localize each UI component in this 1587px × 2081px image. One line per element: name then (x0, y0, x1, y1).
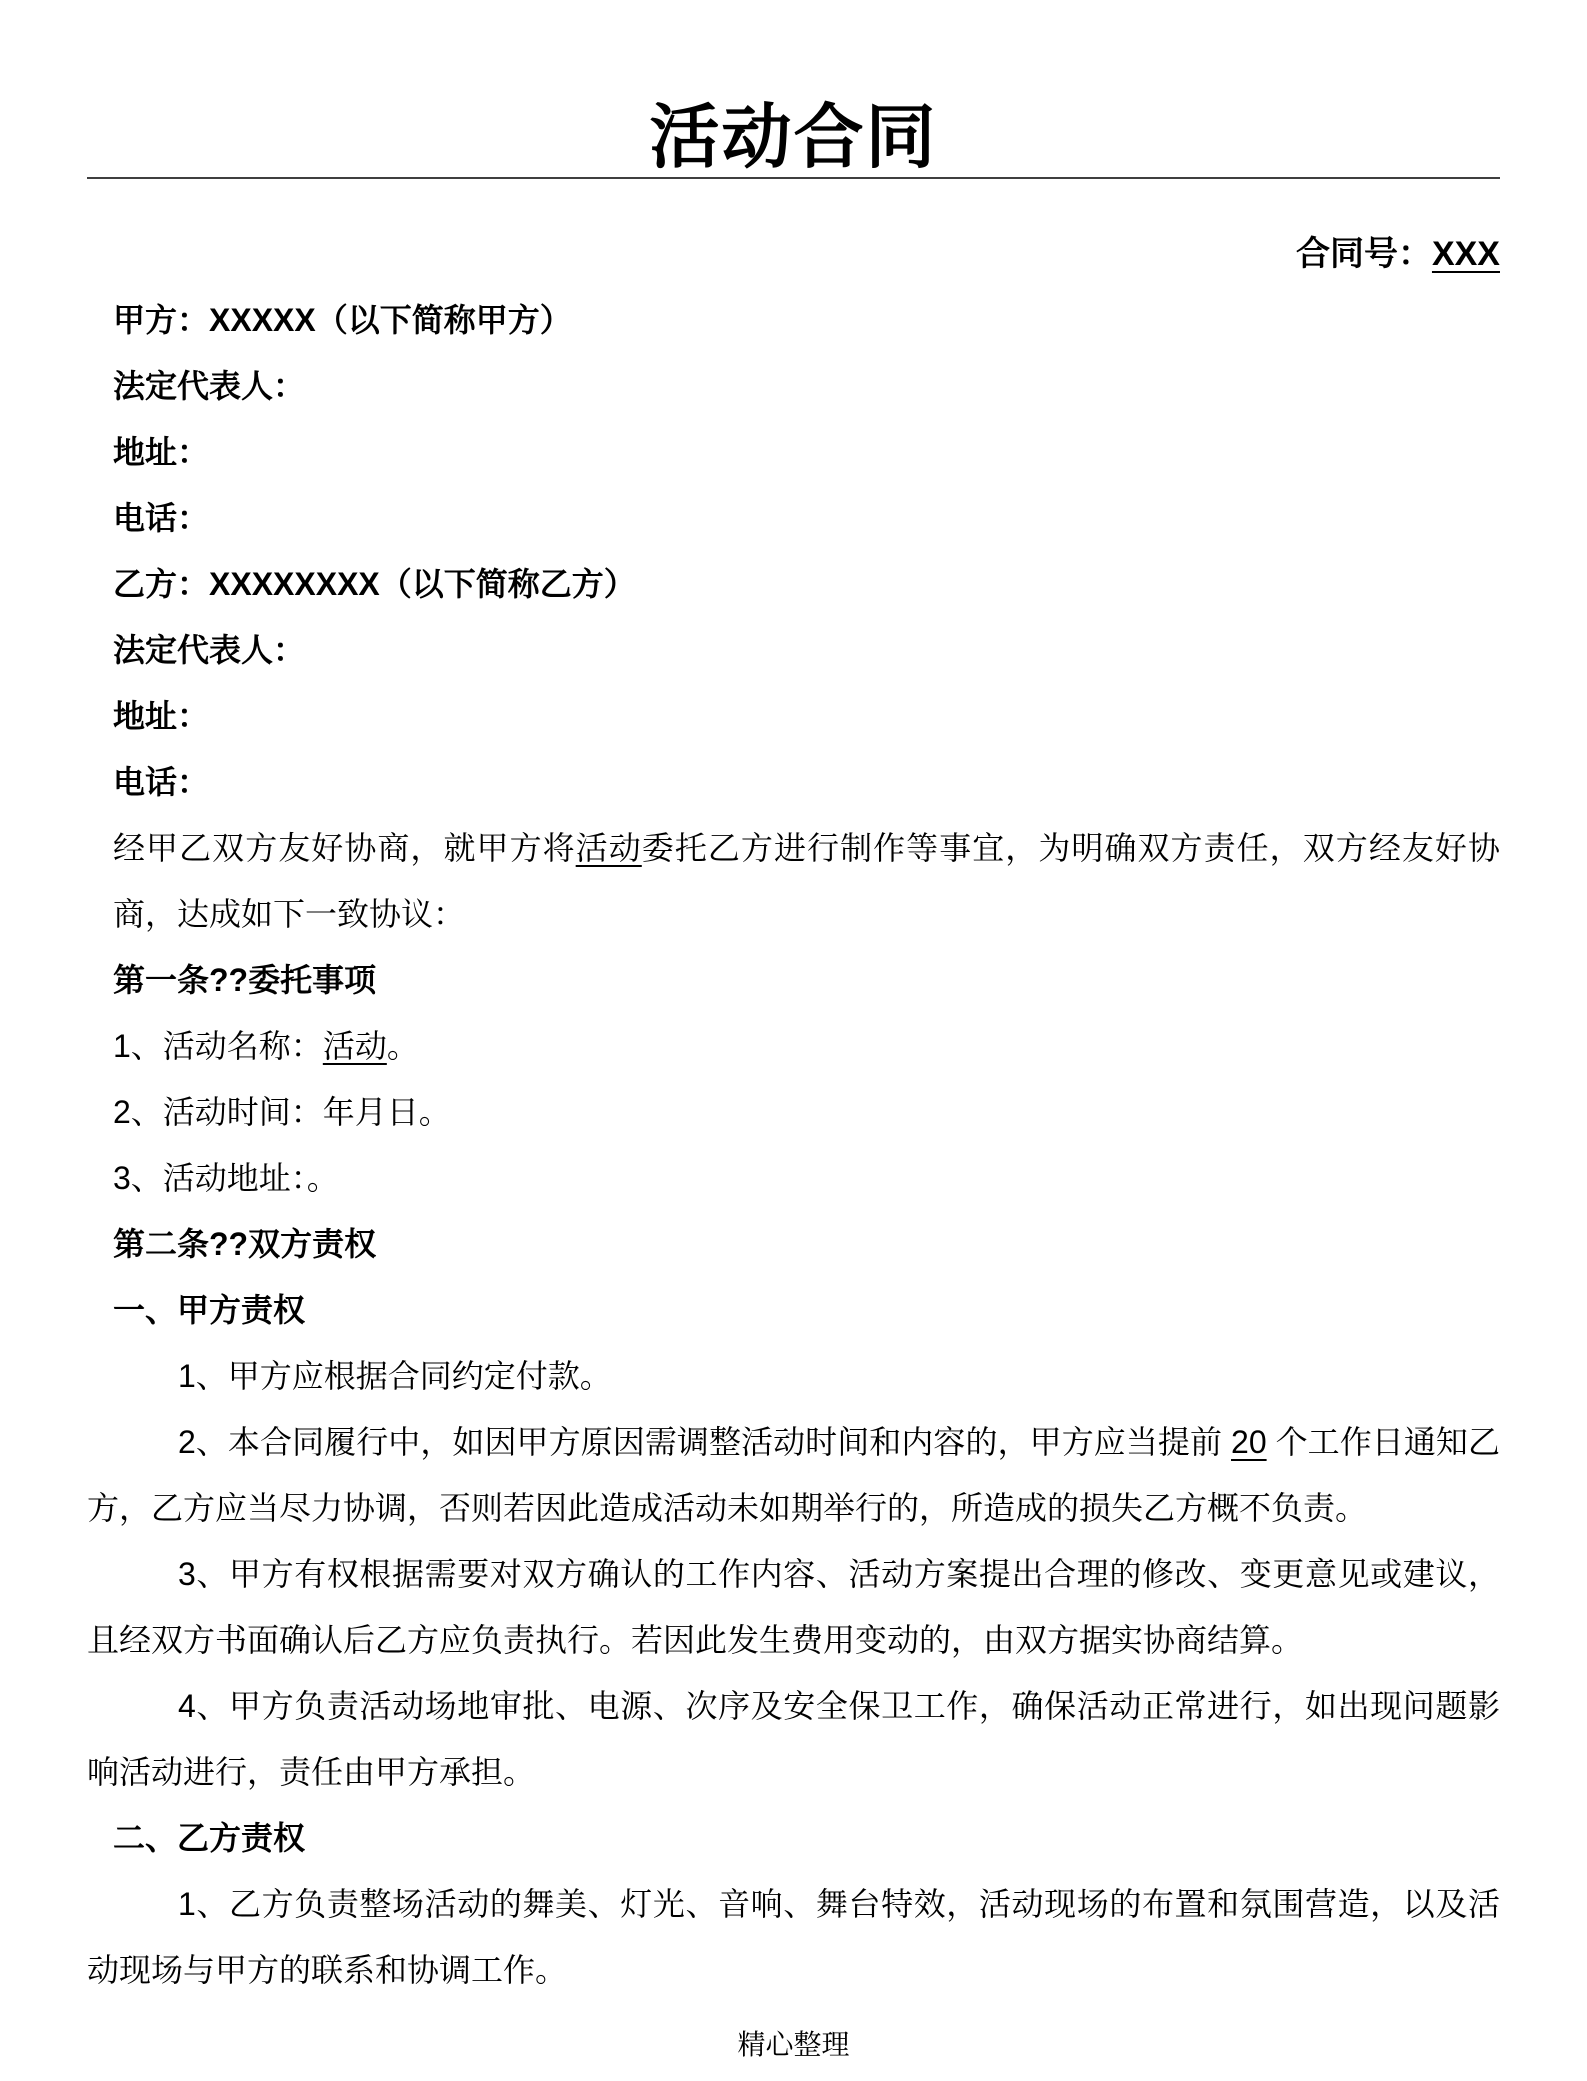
text-run: 2、本合同履行中，如因甲方原因需调整活动时间和内容的，甲方应当提前 (178, 1424, 1232, 1460)
article-1-item-1 (113, 1013, 1500, 1079)
article-2-heading (113, 1211, 1500, 1277)
text-run: 地址： (113, 698, 210, 734)
contract-body (87, 287, 1500, 2003)
text-run: 法定代表人： (113, 632, 306, 668)
footer-watermark: 精心整理 (737, 2029, 850, 2060)
party-a-name-line (113, 287, 1500, 353)
text-run: 1、甲方应根据合同约定付款。 (178, 1358, 612, 1394)
party-b-phone-line (113, 749, 1500, 815)
text-run: 二、乙方责权 (113, 1820, 306, 1856)
text-run: 2、活动时间：年月日。 (113, 1094, 451, 1130)
party-a-duty-2 (87, 1409, 1500, 1541)
article-1-item-3 (113, 1145, 1500, 1211)
text-run: 电话： (113, 764, 210, 800)
text-run: 经甲乙双方友好协商，就甲方将 (113, 830, 576, 866)
party-a-duty-3 (87, 1541, 1500, 1673)
text-run: 第一条??委托事项 (113, 962, 377, 998)
party-a-legal-representative-line (113, 353, 1500, 419)
party-b-legal-representative-line (113, 617, 1500, 683)
party-b-duty-1 (87, 1871, 1500, 2003)
text-run: 电话： (113, 500, 210, 536)
text-run: 1、乙方负责整场活动的舞美、灯光、音响、舞台特效，活动现场的布置和氛围营造，以及活动现场与甲方的联系和协调工作。 (87, 1886, 1500, 1988)
party-a-duty-1 (87, 1343, 1500, 1409)
text-run: 1、活动名称： (113, 1028, 323, 1064)
text-run: 3、甲方有权根据需要对双方确认的工作内容、活动方案提出合理的修改、变更意见或建议，且经双方书面确认后乙方应负责执行。若因此发生费用变动的，由双方据实协商结算。 (87, 1556, 1500, 1658)
text-run: 甲方：XXXXX（以下简称甲方） (113, 302, 572, 338)
text-run: 委托乙方进行制作等事宜，为明确双方责任，双方经友好协商，达成如下一致协议： (113, 830, 1500, 932)
document-title: 活动合同 (649, 98, 938, 176)
party-b-address-line (113, 683, 1500, 749)
text-run: 3、活动地址：。 (113, 1160, 339, 1196)
title-block (87, 0, 1500, 179)
contract-number-value: XXX (1431, 235, 1500, 273)
text-run: 乙方：XXXXXXXX（以下简称乙方） (113, 566, 636, 602)
party-a-address-line (113, 419, 1500, 485)
party-a-duties-heading (113, 1277, 1500, 1343)
party-a-phone-line (113, 485, 1500, 551)
text-run: 。 (386, 1028, 419, 1064)
text-run: 个工作日通知乙方，乙方应当尽力协调，否则若因此造成活动未如期举行的，所造成的损失乙方概不负责。 (87, 1424, 1500, 1526)
underlined-blank: 活动 (322, 1028, 387, 1064)
underlined-blank: 20 (1231, 1424, 1267, 1460)
party-a-duty-4 (87, 1673, 1500, 1805)
party-b-name-line (113, 551, 1500, 617)
article-1-item-2 (113, 1079, 1500, 1145)
text-run: 地址： (113, 434, 210, 470)
text-run: 一、甲方责权 (113, 1292, 306, 1328)
text-run: 第二条??双方责权 (113, 1226, 377, 1262)
party-b-duties-heading (113, 1805, 1500, 1871)
preamble-paragraph (113, 815, 1500, 947)
text-run: 4、甲方负责活动场地审批、电源、次序及安全保卫工作，确保活动正常进行，如出现问题影响活动进行，责任由甲方承担。 (87, 1688, 1500, 1790)
contract-number (87, 221, 1500, 287)
text-run: 法定代表人： (113, 368, 306, 404)
contract-number-label: 合同号： (1295, 235, 1432, 273)
article-1-heading (113, 947, 1500, 1013)
underlined-blank: 活动 (575, 830, 642, 866)
